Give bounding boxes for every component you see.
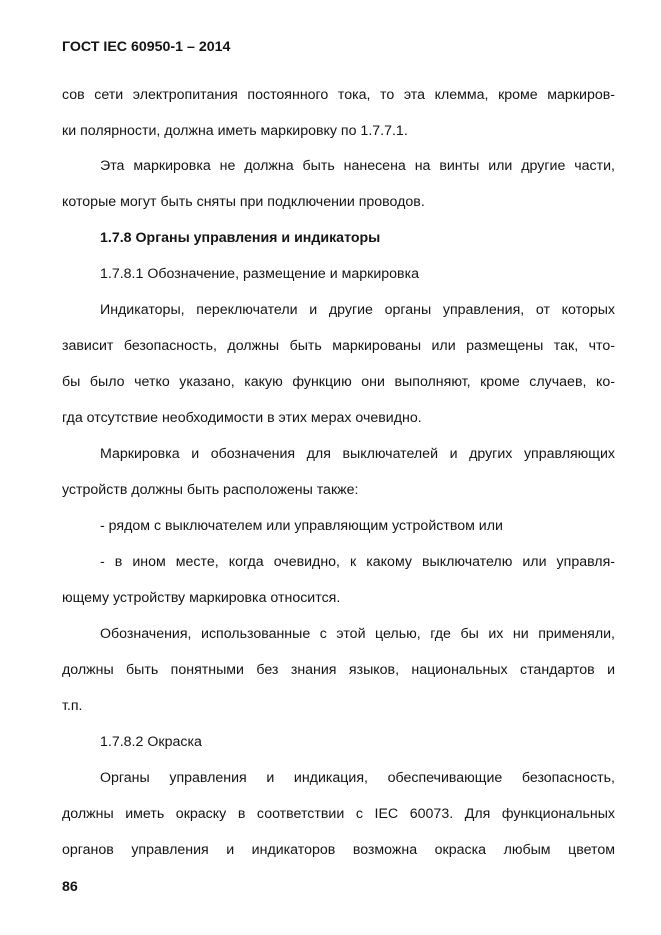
text-line: бы было четко указано, какую функцию они выполняют, кроме случаев, ко- — [62, 374, 615, 390]
text-line: должны быть понятными без знания языков, национальных стандартов и — [62, 662, 615, 678]
document-header: ГОСТ IEC 60950-1 – 2014 — [62, 39, 231, 55]
section-heading: 1.7.8 Органы управления и индикаторы — [100, 230, 381, 246]
subsection-heading: 1.7.8.2 Окраска — [100, 734, 202, 750]
list-item: - в ином месте, когда очевидно, к какому выключателю или управля- — [100, 554, 615, 570]
text-line: Индикаторы, переключатели и другие органы управления, от которых — [100, 302, 615, 318]
text-line: зависит безопасность, должны быть маркированы или размещены так, что- — [62, 338, 615, 354]
text-line: ющему устройству маркировка относится. — [62, 590, 341, 606]
text-line: органов управления и индикаторов возможна окраска любым цветом — [62, 842, 615, 858]
list-item: - рядом с выключателем или управляющим устройством или — [100, 518, 503, 534]
text-line: которые могут быть сняты при подключении проводов. — [62, 194, 425, 210]
text-line: ки полярности, должна иметь маркировку по 1.7.7.1. — [62, 123, 408, 139]
text-line: т.п. — [62, 698, 83, 714]
text-line: устройств должны быть расположены также: — [62, 482, 359, 498]
text-line: Эта маркировка не должна быть нанесена на винты или другие части, — [100, 158, 615, 174]
page-number: 86 — [62, 879, 78, 895]
text-line: гда отсутствие необходимости в этих мерах очевидно. — [62, 410, 422, 426]
text-line: Маркировка и обозначения для выключателей и других управляющих — [100, 446, 615, 462]
subsection-heading: 1.7.8.1 Обозначение, размещение и маркировка — [100, 266, 419, 282]
text-line: сов сети электропитания постоянного тока, то эта клемма, кроме маркиров- — [62, 87, 615, 103]
text-line: должны иметь окраску в соответствии с IEC 60073. Для функциональных — [62, 806, 615, 822]
text-line: Органы управления и индикация, обеспечивающие безопасность, — [100, 770, 615, 786]
text-line: Обозначения, использованные с этой целью, где бы их ни применяли, — [100, 626, 615, 642]
